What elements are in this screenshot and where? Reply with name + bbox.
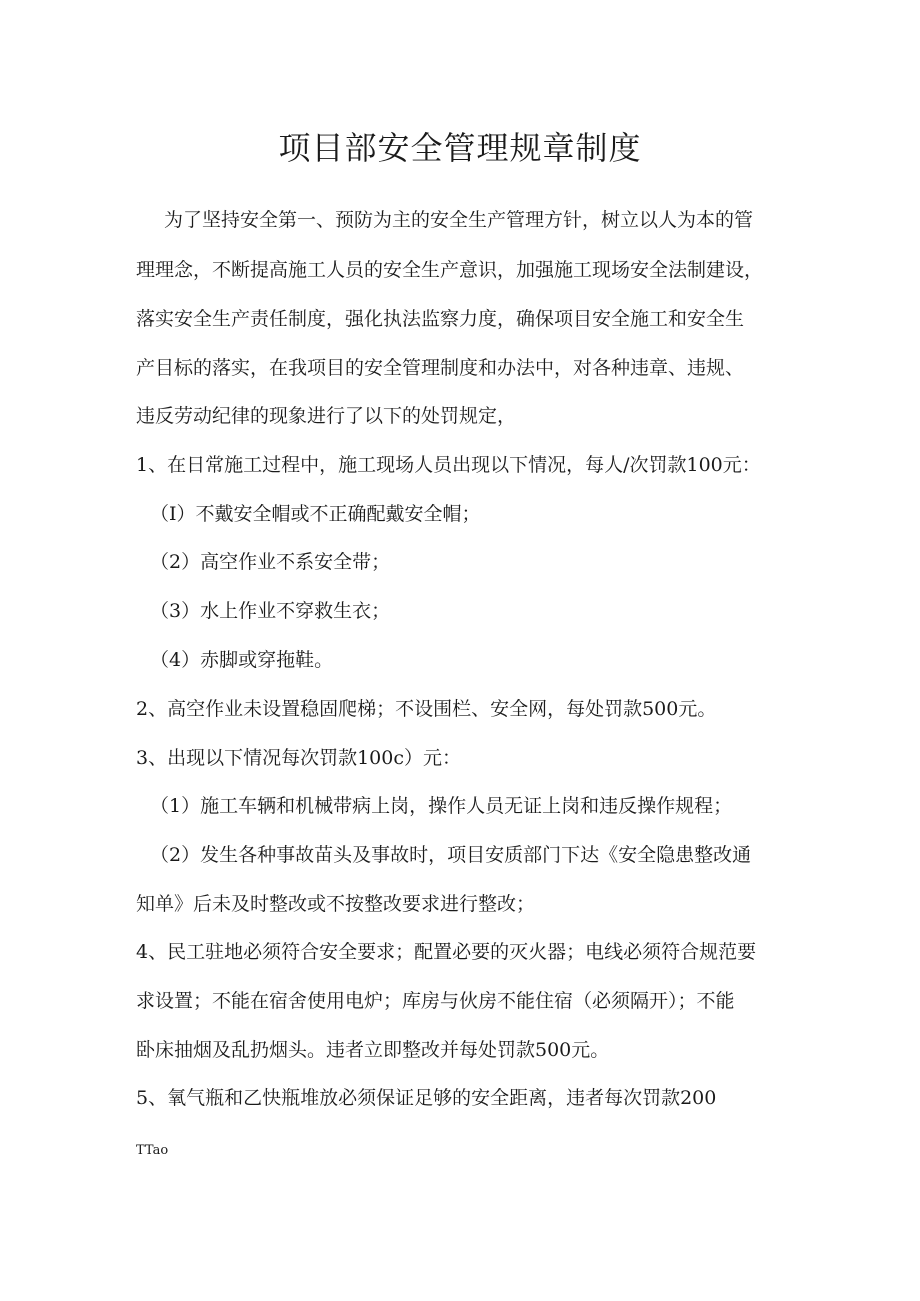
rule-item-4-continued: 卧床抽烟及乱扔烟头。违者立即整改并每处罚款500元。: [136, 1039, 610, 1061]
rule-subitem-continued: 知单》后未及时整改或不按整改要求进行整改；: [136, 893, 536, 915]
paragraph-line: 产目标的落实，在我项目的安全管理制度和办法中，对各种违章、违规、: [136, 357, 745, 379]
rule-item-3: 3、出现以下情况每次罚款100c）元：: [136, 747, 461, 769]
rule-subitem: （4）赤脚或穿拖鞋。: [150, 649, 334, 671]
page-footer: TTao: [136, 1143, 169, 1158]
paragraph-line: 违反劳动纪律的现象进行了以下的处罚规定，: [136, 405, 517, 427]
rule-item-2: 2、高空作业未设置稳固爬梯；不设围栏、安全网，每处罚款500元。: [136, 698, 717, 720]
rule-subitem: （2）发生各种事故苗头及事故时，项目安质部门下达《安全隐患整改通: [150, 844, 752, 866]
rule-subitem: （2）高空作业不系安全带；: [150, 551, 391, 573]
paragraph-line: 理理念，不断提高施工人员的安全生产意识，加强施工现场安全法制建设，: [136, 259, 764, 281]
rule-subitem: （I）不戴安全帽或不正确配戴安全帽；: [150, 503, 481, 525]
paragraph-line: 为了坚持安全第一、预防为主的安全生产管理方针，树立以人为本的管: [164, 209, 754, 231]
rule-item-4: 4、民工驻地必须符合安全要求；配置必要的灭火器；电线必须符合规范要: [136, 941, 757, 963]
rule-item-1: 1、在日常施工过程中，施工现场人员出现以下情况，每人/次罚款100元：: [136, 454, 761, 476]
rule-item-5: 5、氧气瓶和乙快瓶堆放必须保证足够的安全距离，违者每次罚款200: [136, 1087, 717, 1109]
rule-subitem: （1）施工车辆和机械带病上岗，操作人员无证上岗和违反操作规程；: [150, 795, 733, 817]
document-title: 项目部安全管理规章制度: [278, 129, 642, 167]
paragraph-line: 落实安全生产责任制度，强化执法监察力度，确保项目安全施工和安全生: [136, 308, 745, 330]
rule-item-4-continued: 求设置；不能在宿舍使用电炉；库房与伙房不能住宿（必须隔开）；不能: [136, 990, 735, 1012]
rule-subitem: （3）水上作业不穿救生衣；: [150, 600, 391, 622]
